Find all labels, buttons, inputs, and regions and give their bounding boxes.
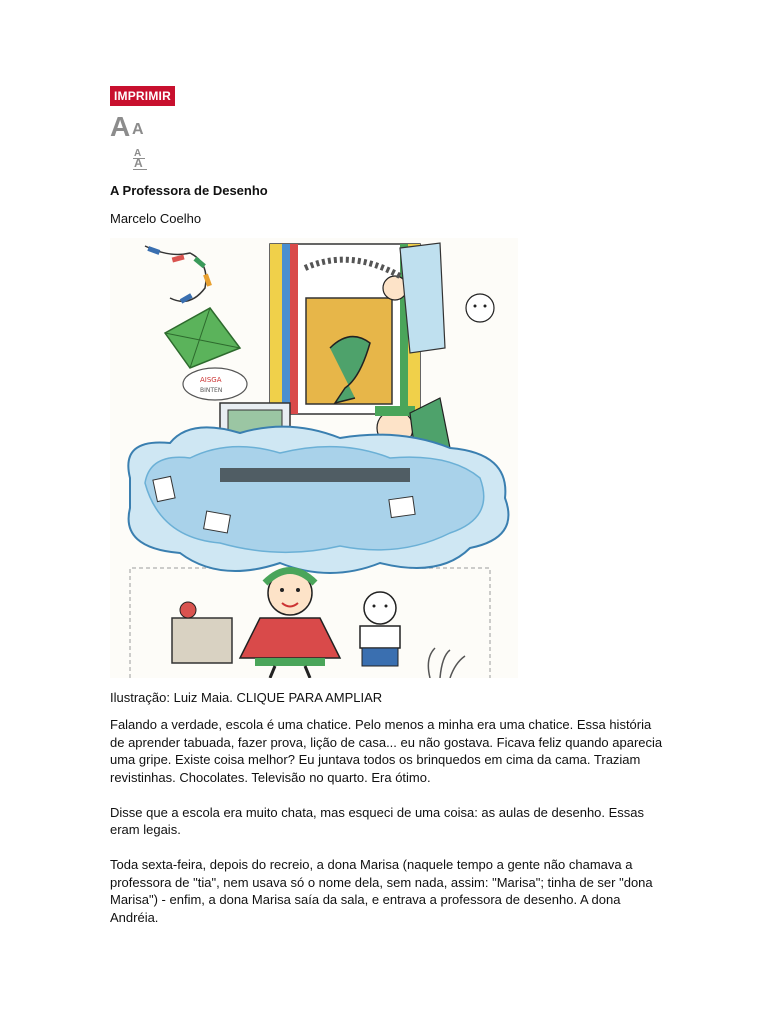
article-author: Marcelo Coelho — [110, 211, 202, 226]
font-decrease-icon[interactable]: A — [132, 121, 144, 138]
article-body — [110, 716, 666, 944]
boy-bottom-shorts — [362, 648, 398, 666]
article-title: A Professora de Desenho — [110, 183, 268, 198]
paragraph-3: Toda sexta-feira, depois do recreio, a dona Marisa (naquele tempo a gente não chamava a professora de "tia", nem usava só o nome dela, sem nada, assim: "Marisa"; tinha de ser "dona Marisa") - enfim, a dona Marisa saía da sala, e entrava a professora de desenho. A dona Andréia. — [110, 857, 653, 925]
boy-bottom-shirt — [360, 626, 400, 648]
sign-text-1: AISGA — [200, 376, 222, 384]
desk — [172, 618, 232, 663]
font-reset-top-glyph: A — [134, 148, 142, 159]
paragraph-2: Disse que a escola era muito chata, mas esqueci de uma coisa: as aulas de desenho. Essas eram legais. — [110, 804, 645, 837]
print-button[interactable]: IMPRIMIR — [110, 86, 175, 106]
boy-bottom-head — [364, 592, 396, 624]
boy-cap — [375, 406, 415, 416]
cloud-card-2 — [204, 511, 231, 533]
font-reset-line-bottom — [133, 169, 147, 170]
sign-text-2: BINTEN — [200, 387, 223, 394]
apple — [180, 602, 196, 618]
teacher-dress-hem — [255, 658, 325, 666]
font-reset-icon[interactable] — [132, 148, 150, 170]
train — [220, 468, 410, 482]
cloud-card-1 — [153, 476, 175, 501]
kid-face-right — [466, 294, 494, 322]
sign-bubble — [183, 368, 247, 400]
font-increase-icon[interactable]: A — [110, 111, 131, 142]
cloud-inner — [145, 447, 484, 553]
article-page — [110, 86, 670, 925]
font-reset-bottom-glyph: A — [134, 156, 143, 170]
font-size-controls — [110, 111, 670, 170]
cloud-card-3 — [389, 496, 415, 517]
paragraph-1: Falando a verdade, escola é uma chatice. Pelo menos a minha era uma chatice. Essa história de aprender tabuada, fazer prova, lição de casa... eu não gostava. Ficava feliz quando aparecia uma gripe. Existe coisa melhor? Eu juntava todos os brinquedos em cima da cama. Traziam revistinhas. Chocolates. Televisão no quarto. Era ótimo. — [110, 717, 663, 785]
article-illustration[interactable] — [110, 238, 518, 678]
illustration-caption[interactable]: Ilustração: Luiz Maia. CLIQUE PARA AMPLIAR — [110, 690, 383, 705]
